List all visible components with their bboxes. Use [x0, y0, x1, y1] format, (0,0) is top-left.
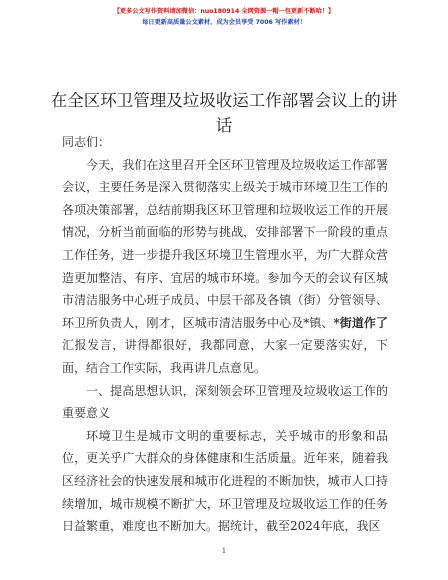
document-body — [62, 131, 388, 538]
section-heading-1: 一、提高思想认识，深刻领会环卫管理及垃圾收运工作的重要意义 — [62, 383, 388, 421]
document-title: 在全区环卫管理及垃圾收运工作部署会议上的讲话 — [50, 91, 398, 135]
page-number: 1 — [221, 547, 227, 555]
promo-banner — [0, 7, 448, 28]
promo-banner-line-2: 每日更新高质量公文素材，成为会员享受 7006 写作素材！ — [142, 18, 306, 26]
paragraph-1-text-a: 今天，我们在这里召开全区环卫管理及垃圾收运工作部署会议，主要任务是深入贯彻落实上级关于城市环境卫生工作的各项决策部署，总结前期我区环卫管理和垃圾收运工作的开展情况，分析当前面临的形势与挑战，安排部署下一阶段的重点工作任务，进一步提升我区环境卫生管理水平，为广大群众营造更加整洁、有序、宜居的城市环境。参加今天的会议有区城市清洁服务中心班子成员、中层干部及各镇（街）分管领导、环卫所负责人，刚才，区城市清洁服务中心及*镇、 — [62, 157, 388, 330]
paragraph-1-bold-text: *街道作了 — [333, 315, 388, 330]
paragraph-1-text-b: 汇报发言，讲得都很好，我都同意，大家一定要落实好，下面，结合工作实际，我再讲几点意见。 — [62, 338, 388, 375]
salutation: 同志们： — [62, 135, 111, 149]
promo-banner-line-1: 【更多公文写作资料请加微信：nuo180914 全网资源一帽一包更新不断哈！】 — [113, 8, 335, 15]
paragraph-1 — [62, 154, 388, 380]
paragraph-2: 环境卫生是城市文明的重要标志，关乎城市的形象和品位，更关乎广大群众的身体健康和生活质量。近年来，随着我区经济社会的快速发展和城市化进程的不断加快，城市人口持续增加，城市规模不断扩大，环卫管理及垃圾收运工作的任务日益繁重，难度也不断加大。据统计，截至2024年底，我区 — [62, 428, 388, 534]
